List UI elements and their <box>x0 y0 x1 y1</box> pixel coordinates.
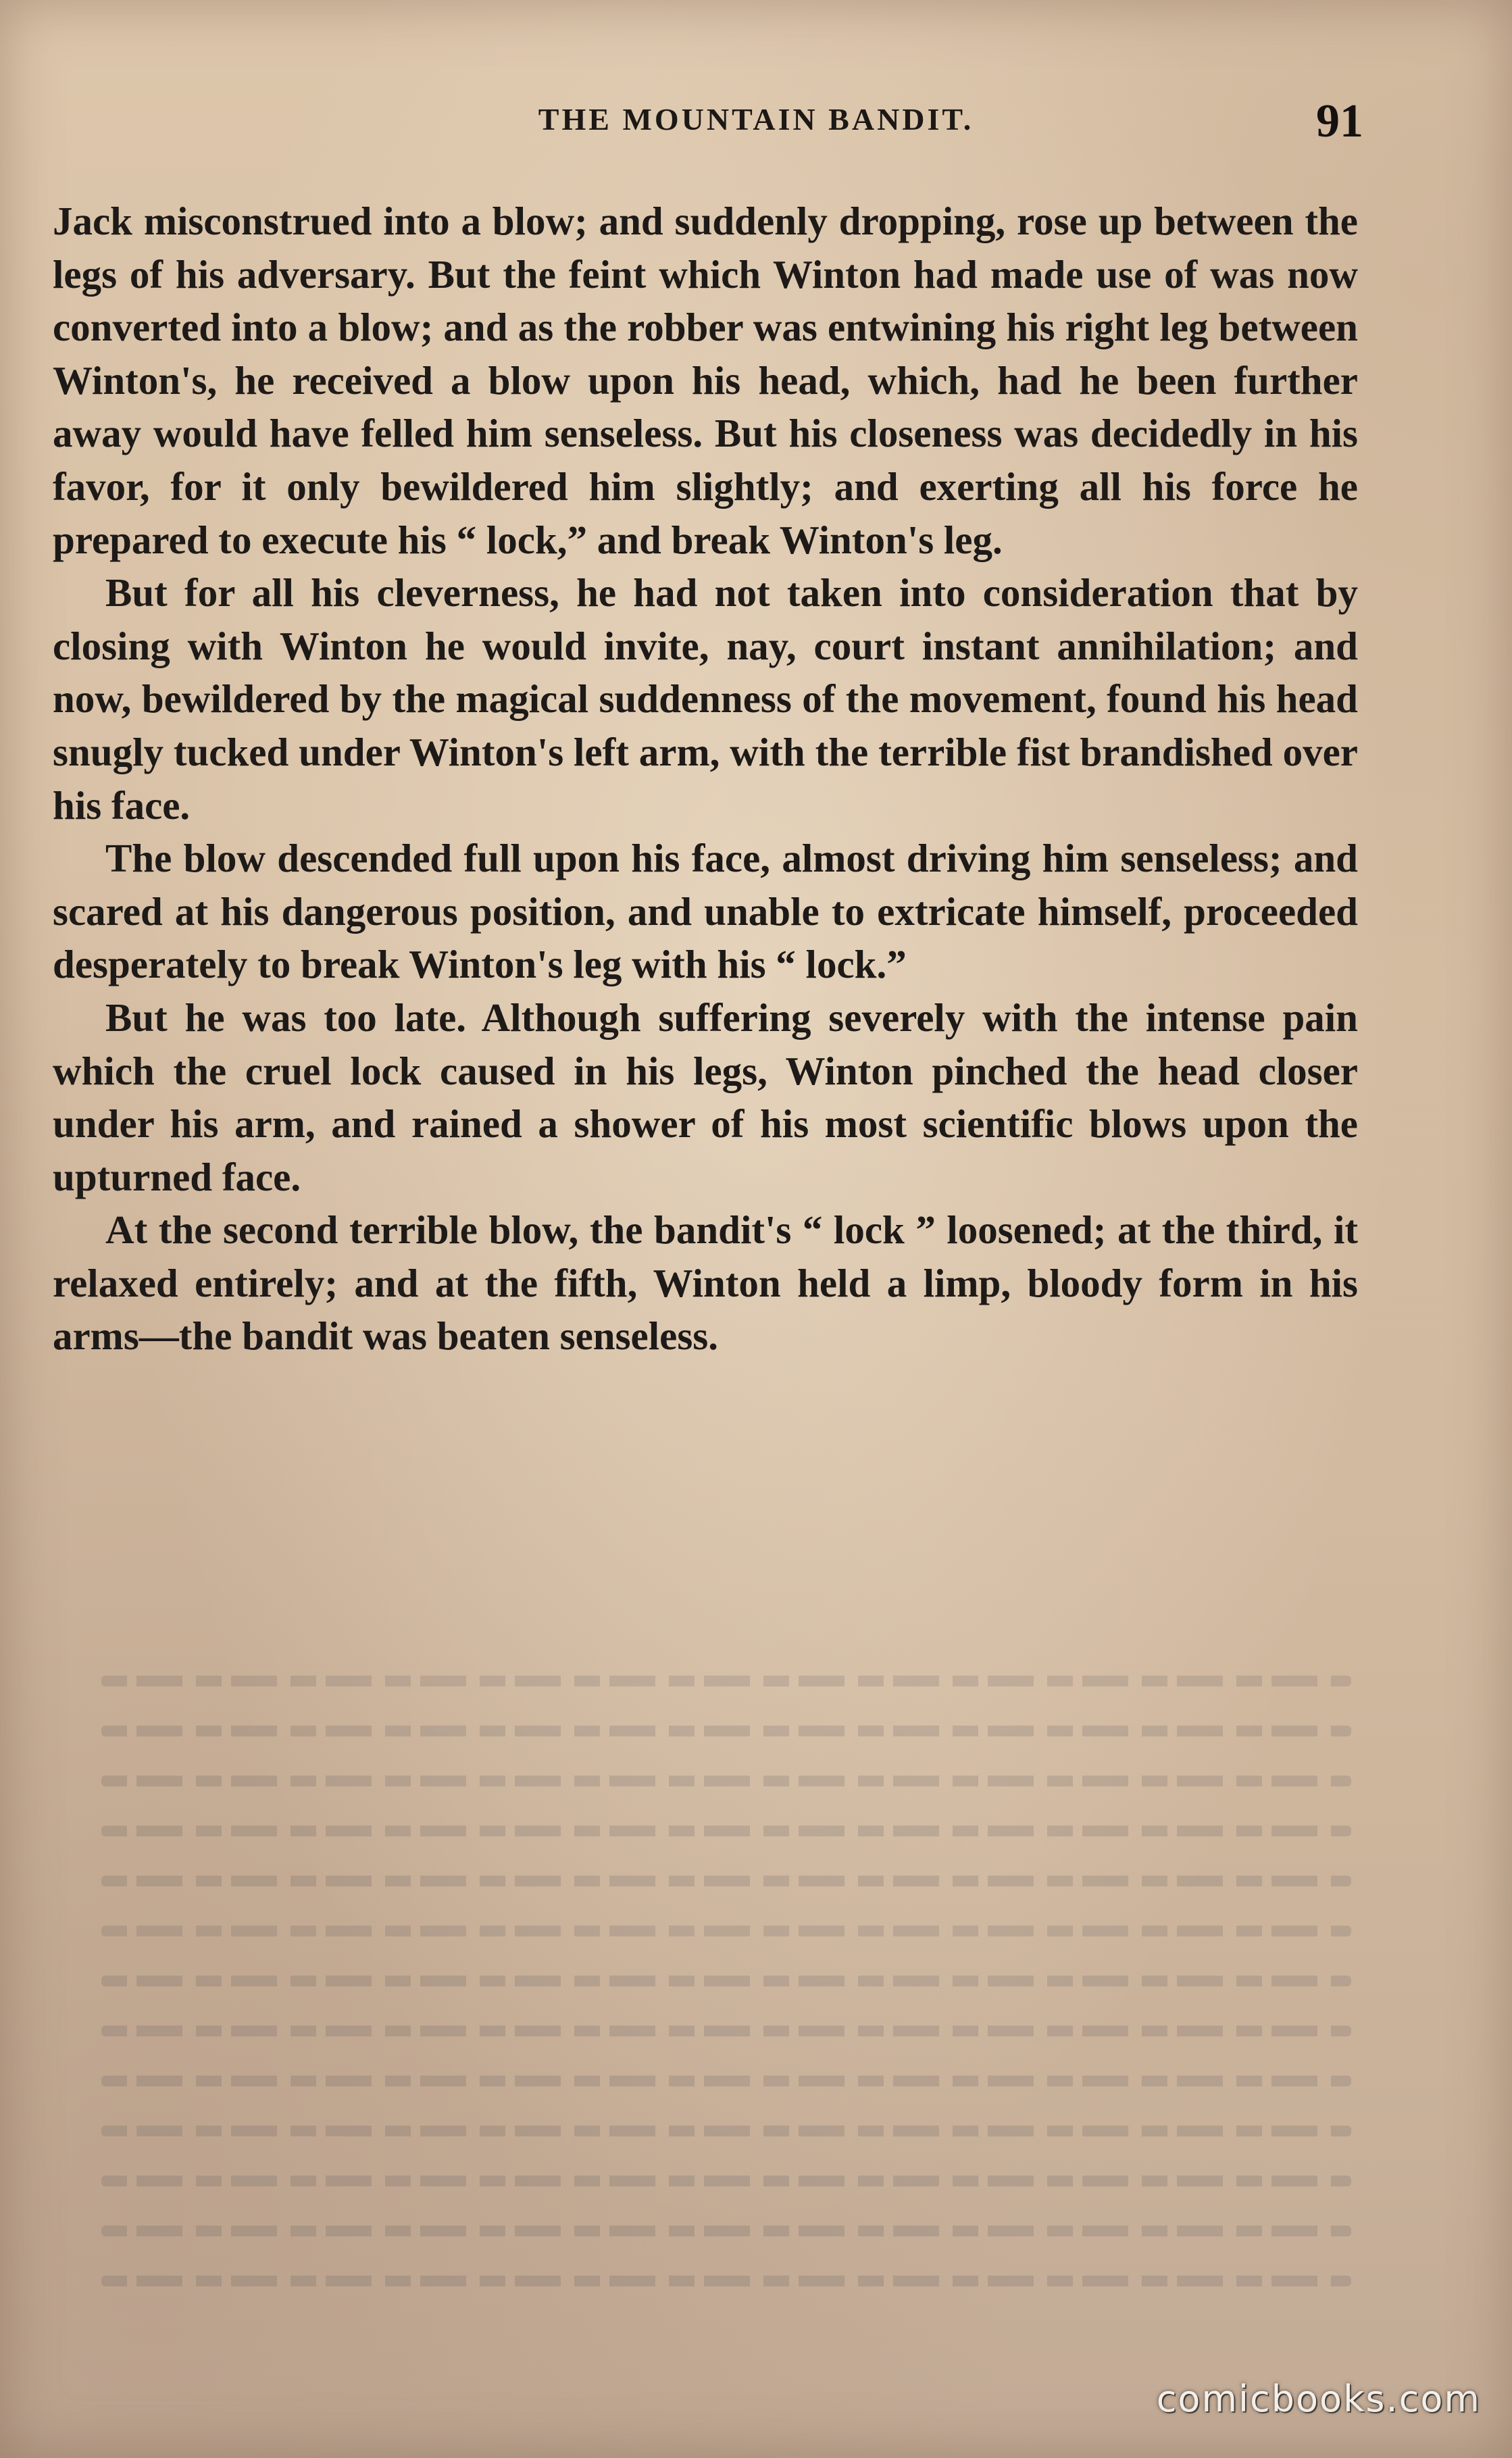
running-title: THE MOUNTAIN BANDIT. <box>538 102 974 136</box>
paragraph-5: At the second terrible blow, the bandit's “ lock ” loosened; at the third, it relaxed entirely; and at the fifth, Winton held a limp, bloody form in his arms—the bandit was beaten senseless. <box>53 1207 1358 1359</box>
bleed-through-texture <box>101 1676 1351 2351</box>
body-text <box>53 195 1358 1363</box>
paragraph-2: But for all his cleverness, he had not taken into consideration that by closing with Winton he would invite, nay, court instant annihilation; and now, bewildered by the magical suddenness of the movement, found his head snugly tucked under Winton's left arm, with the terrible fist brandished over his face. <box>53 570 1358 828</box>
site-watermark: comicbooks.com <box>1156 2378 1481 2420</box>
page-header <box>0 95 1512 149</box>
page-number: 91 <box>1316 95 1363 147</box>
paragraph-1: Jack misconstrued into a blow; and suddenly dropping, rose up between the legs of his adversary. But the feint which Winton had made use of was now converted into a blow; and as the robber was entwining his right leg between Winton's, he received a blow upon his head, which, had he been further away would have felled him senseless. But his closeness was decidedly in his favor, for it only bewildered him slightly; and exerting all his force he prepared to execute his “ lock,” and break Winton's leg. <box>53 199 1358 562</box>
paragraph-3: The blow descended full upon his face, almost driving him senseless; and scared at his dangerous position, and unable to extricate himself, proceeded desperately to break Winton's leg with his “ lock.” <box>53 836 1358 987</box>
paragraph-4: But he was too late. Although suffering severely with the intense pain which the cruel lock caused in his legs, Winton pinched the head closer under his arm, and rained a shower of his most scientific blows upon the upturned face. <box>53 995 1358 1199</box>
